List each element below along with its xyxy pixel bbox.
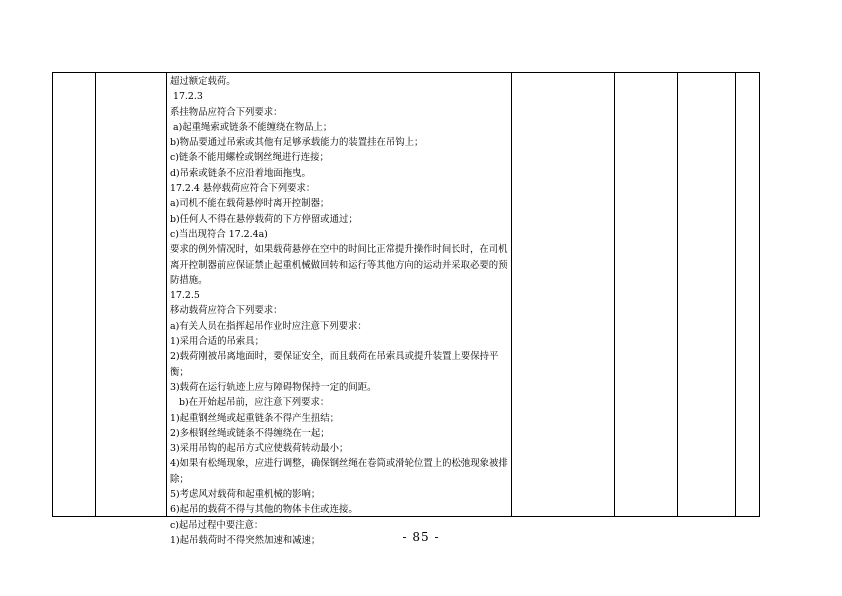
- content-line: c)起吊过程中要注意：: [170, 519, 264, 531]
- table-cell-empty-1: [512, 73, 615, 517]
- content-line: a)司机不能在载荷悬停时离开控制器；: [170, 198, 330, 210]
- table-cell-index: [53, 73, 96, 517]
- content-line: d)吊索或链条不应沿着地面拖曳。: [170, 167, 311, 179]
- content-line: 要求的例外情况时，如果载荷悬停在空中的时间比正常提升操作时间长时，在司机离开控制器前应保证禁止起重机械做回转和运行等其他方向的运动并采取必要的预防措施。: [170, 244, 508, 286]
- content-line: 1)起吊载荷时不得突然加速和减速；: [170, 534, 321, 546]
- content-line: 17.2.4 悬停载荷应符合下列要求：: [170, 183, 316, 195]
- content-line: c)链条不能用螺栓或钢丝绳进行连接；: [170, 152, 329, 164]
- content-line: 2)载荷刚被吊离地面时，要保证安全，而且载荷在吊索具或提升装置上要保持平衡；: [170, 351, 499, 378]
- content-line: 17.2.5: [170, 290, 200, 302]
- table-row: [53, 73, 760, 517]
- content-line: 系挂物品应符合下列要求：: [170, 106, 283, 118]
- table-cell-empty-2: [615, 73, 678, 517]
- table-cell-item: [96, 73, 167, 517]
- content-line: 1)起重钢丝绳或起重链条不得产生扭结；: [170, 412, 339, 424]
- content-line: 移动载荷应符合下列要求：: [170, 305, 283, 317]
- content-line: 17.2.3: [170, 91, 203, 103]
- table-cell-empty-4: [736, 73, 760, 517]
- page-number: - 85 -: [402, 530, 440, 544]
- content-line: 5)考虑风对载荷和起重机械的影响；: [170, 489, 321, 501]
- content-line: a)起重绳索或链条不能缠绕在物品上；: [170, 121, 333, 133]
- content-line: 超过额定载荷。: [170, 76, 236, 87]
- content-line: a)有关人员在指挥起吊作业时应注意下列要求：: [170, 320, 367, 332]
- content-line: c)当出现符合 17.2.4a): [170, 228, 268, 240]
- content-line: 6)起吊的载荷不得与其他的物体卡住或连接。: [170, 504, 358, 516]
- content-line: b)物品要通过吊索或其他有足够承载能力的装置挂在吊钩上；: [170, 137, 424, 149]
- table-cell-empty-3: [678, 73, 736, 517]
- content-line: 1)采用合适的吊索具；: [170, 336, 264, 348]
- content-line: 2)多根钢丝绳或链条不得缠绕在一起；: [170, 427, 330, 439]
- content-line: 3)采用吊钩的起吊方式应使载荷转动最小；: [170, 443, 349, 455]
- content-line: b)在开始起吊前，应注意下列要求：: [170, 397, 330, 409]
- content-line: 4)如果有松绳现象，应进行调整，确保钢丝绳在卷筒或滑轮位置上的松弛现象被排除；: [170, 458, 508, 485]
- content-line: 3)载荷在运行轨迹上应与障碍物保持一定的间距。: [170, 381, 377, 393]
- content-line: b)任何人不得在悬停载荷的下方停留或通过；: [170, 213, 358, 225]
